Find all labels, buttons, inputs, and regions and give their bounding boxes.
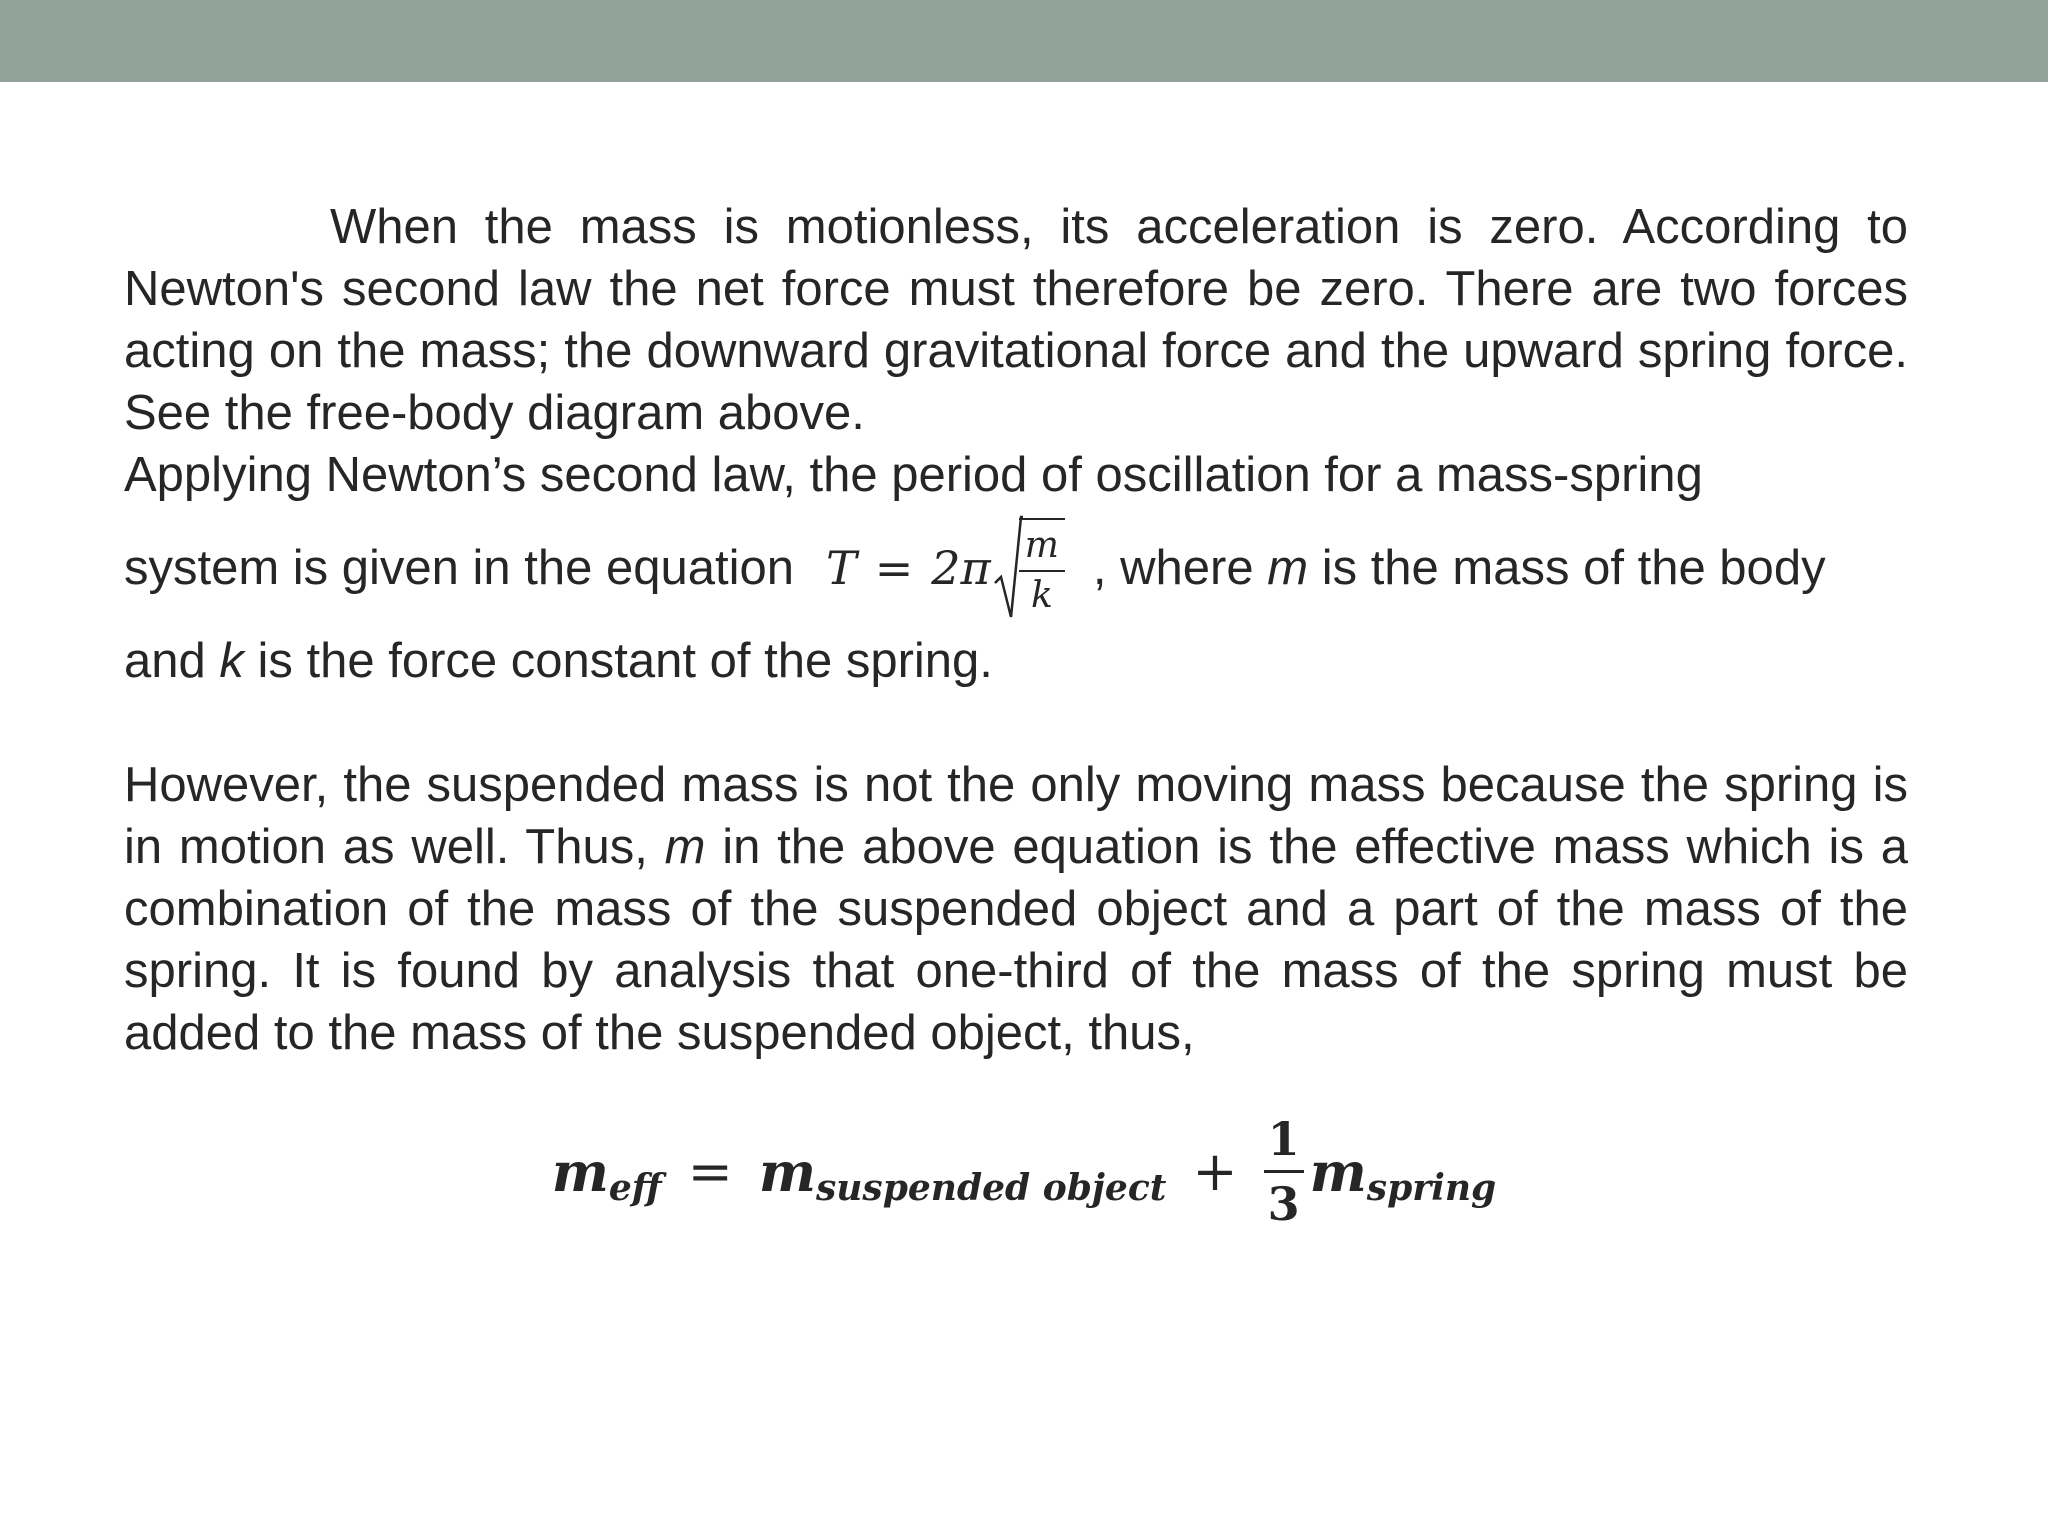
paragraph-period-line1: Applying Newton’s second law, the period of oscillation for a mass-spring xyxy=(124,448,1703,502)
one-third-fraction xyxy=(1264,1112,1304,1231)
m-eff-subscript: eff xyxy=(608,1166,662,1209)
text-and: and xyxy=(124,634,206,688)
period-equation xyxy=(826,513,1071,623)
text-part2: in the above equation is the effective mass which is a combination of the mass of the suspended object and a part of the mass of the spring. It is found by analysis that one-third of the mass of the spring must be added to the mass of the suspended object, thus, xyxy=(124,820,1908,1060)
variable-m: m xyxy=(1267,541,1309,595)
slide-body xyxy=(124,196,1908,1064)
text-where: , where xyxy=(1092,541,1254,595)
m-eff-symbol: m xyxy=(551,1139,609,1204)
one-third-numerator: 1 xyxy=(1264,1112,1304,1173)
two-pi-coefficient: 2π xyxy=(931,541,991,595)
m-spring-symbol: m xyxy=(1309,1139,1367,1204)
one-third-denominator: 3 xyxy=(1267,1177,1300,1231)
fraction-numerator: m xyxy=(1019,526,1065,572)
paragraph-period-equation-line xyxy=(124,506,1908,630)
text-force-constant: is the force constant of the spring. xyxy=(257,634,993,688)
mass-over-k-fraction xyxy=(1019,518,1065,616)
equals-sign: = xyxy=(874,541,914,595)
paragraph-period-line3 xyxy=(124,630,1908,692)
text-part1: However, the suspended mass is not the only moving mass because the spring is in motion as well. Thus, xyxy=(124,758,1908,874)
period-symbol: T xyxy=(826,541,857,595)
equals-sign-2: = xyxy=(687,1140,733,1203)
plus-sign: + xyxy=(1192,1140,1238,1203)
m-spring-subscript: spring xyxy=(1366,1166,1497,1209)
effective-mass-equation xyxy=(0,1112,2048,1231)
variable-m-2: m xyxy=(664,820,706,874)
fraction-denominator: k xyxy=(1030,575,1053,616)
m-suspended-symbol: m xyxy=(758,1139,816,1204)
paragraph-effective-mass xyxy=(124,754,1908,1064)
top-banner-bar xyxy=(0,0,2048,82)
square-root xyxy=(993,513,1071,623)
paragraph-equilibrium: When the mass is motionless, its acceleration is zero. According to Newton's second law the net force must therefore be zero. There are two forces acting on the mass; the downward gravitational force and the upward spring force. See the free-body diagram above. xyxy=(124,200,1908,440)
text-after-m: is the mass of the body xyxy=(1321,541,1826,595)
text-before-equation: system is given in the equation xyxy=(124,541,795,595)
m-suspended-subscript: suspended object xyxy=(815,1166,1167,1209)
variable-k: k xyxy=(219,634,244,688)
